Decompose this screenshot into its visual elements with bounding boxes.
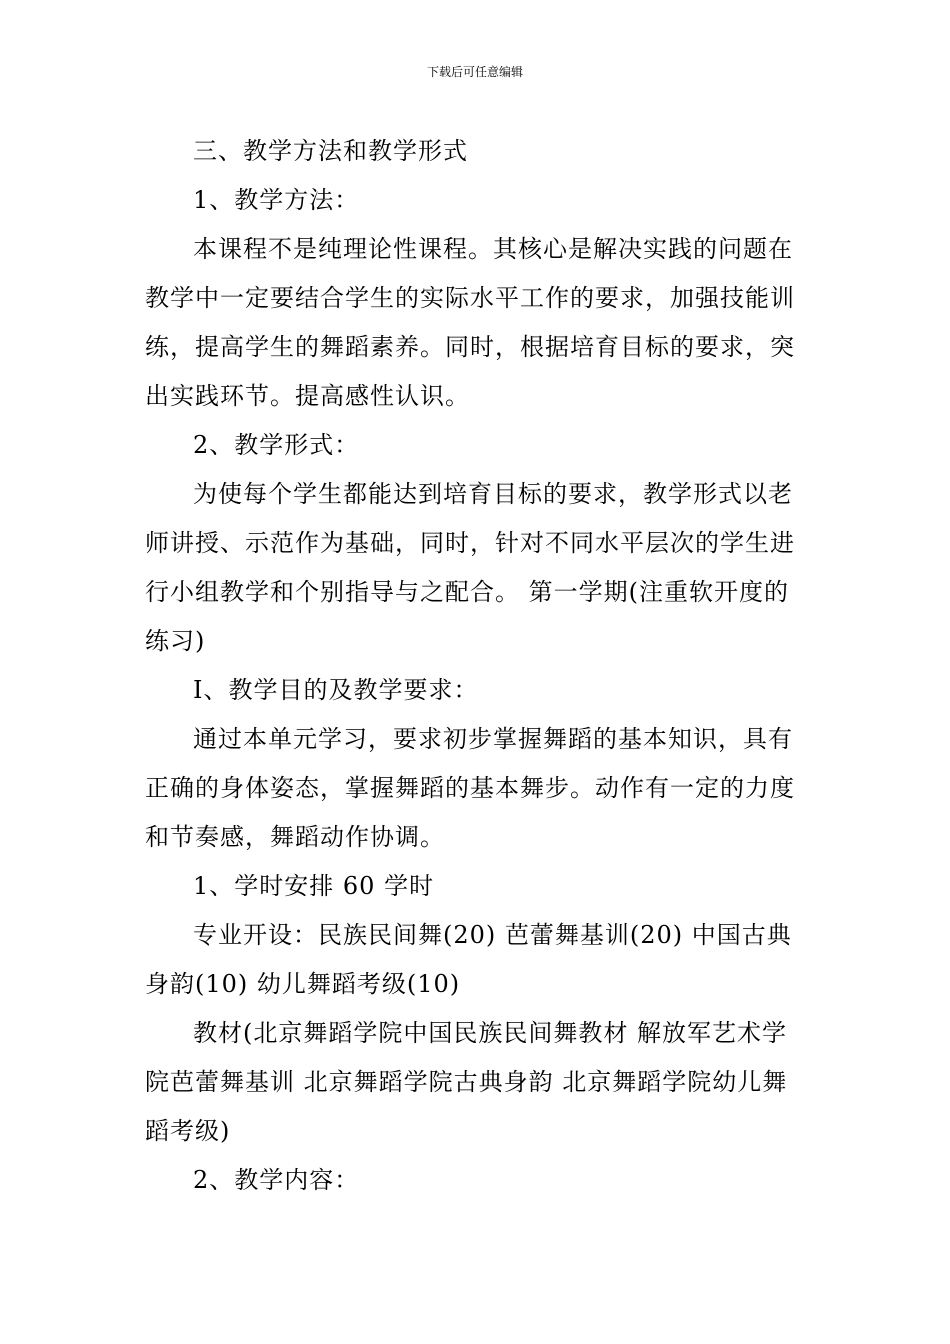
paragraph-textbooks: 教材(北京舞蹈学院中国民族民间舞教材 解放军艺术学院芭蕾舞基训 北京舞蹈学院古典身韵 北京舞蹈学院幼儿舞蹈考级): [145, 1019, 788, 1145]
subheading-teaching-content: 2、教学内容：: [193, 1166, 360, 1194]
subheading-teaching-goals: Ⅰ、教学目的及教学要求：: [193, 676, 479, 704]
paragraph-teaching-method: 本课程不是纯理论性课程。其核心是解决实践的问题在教学中一定要结合学生的实际水平工作的要求，加强技能训练，提高学生的舞蹈素养。同时，根据培育目标的要求，突出实践环节。提高感性认识。: [145, 235, 795, 410]
paragraph-class-hours: 1、学时安排 60 学时: [193, 872, 435, 900]
subheading-teaching-method: 1、教学方法：: [193, 186, 360, 214]
paragraph-courses: 专业开设：民族民间舞(20) 芭蕾舞基训(20) 中国古典身韵(10) 幼儿舞蹈考级(10): [145, 921, 792, 998]
header-note: 下载后可任意编辑: [426, 65, 523, 79]
paragraph-teaching-form: 为使每个学生都能达到培育目标的要求，教学形式以老师讲授、示范作为基础，同时，针对不同水平层次的学生进行小组教学和个别指导与之配合。 第一学期(注重软开度的练习): [145, 480, 795, 655]
section-heading: 三、教学方法和教学形式: [193, 137, 468, 165]
document-body: [145, 127, 810, 1205]
paragraph-teaching-goals: 通过本单元学习，要求初步掌握舞蹈的基本知识，具有正确的身体姿态，掌握舞蹈的基本舞步。动作有一定的力度和节奏感，舞蹈动作协调。: [145, 725, 795, 851]
subheading-teaching-form: 2、教学形式：: [193, 431, 360, 459]
